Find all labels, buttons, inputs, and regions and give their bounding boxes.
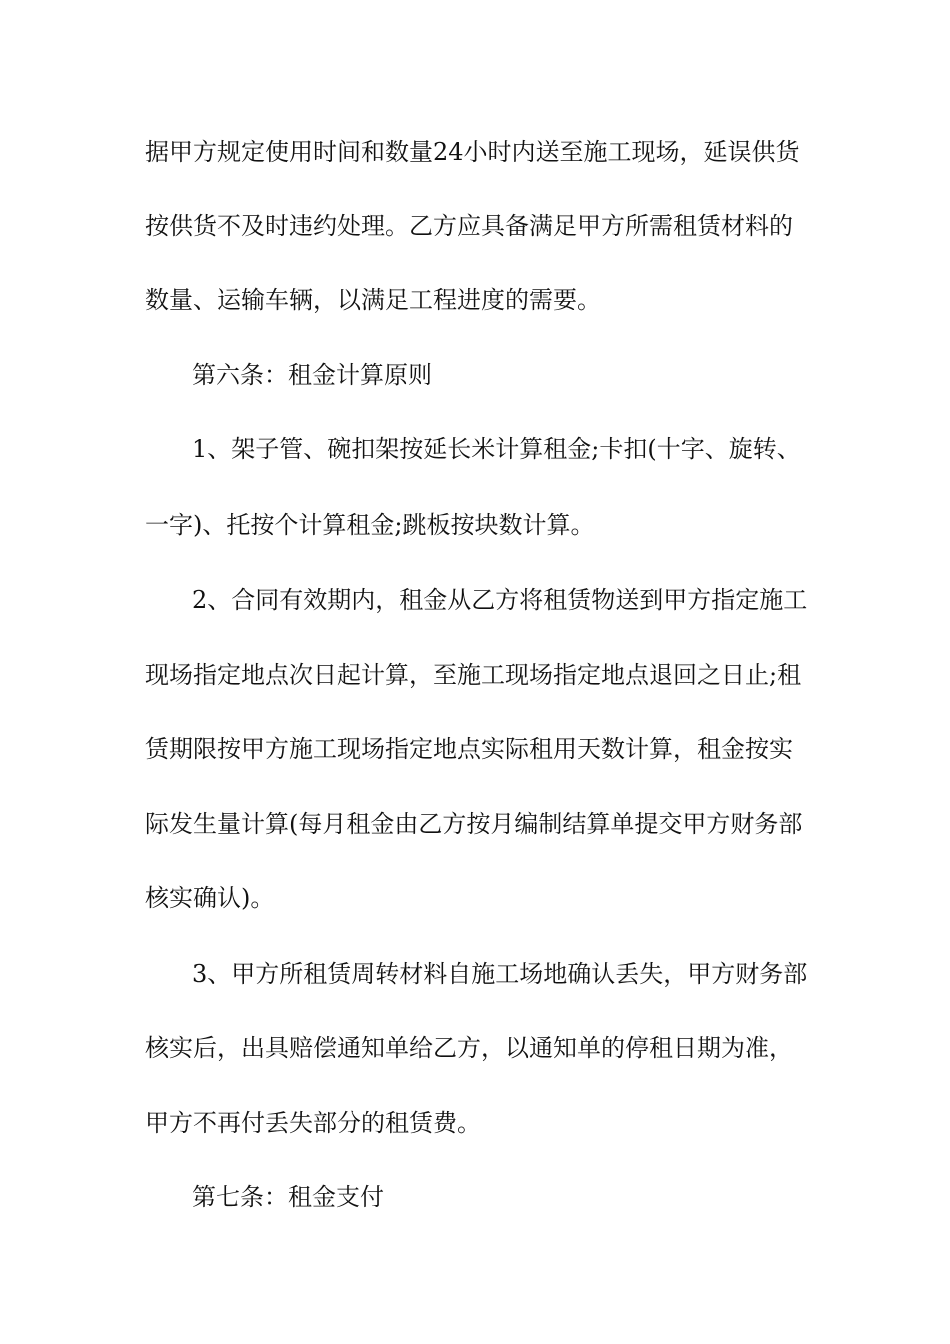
- text-line: [0, 729, 950, 769]
- text-line: [0, 132, 950, 172]
- section-heading-text: 第七条：租金支付: [192, 1183, 384, 1211]
- text-line: [0, 954, 950, 994]
- text-line: [0, 580, 950, 620]
- text-line: [0, 505, 950, 545]
- text-line: [0, 1028, 950, 1068]
- text-line-content: 1、架子管、碗扣架按延长米计算租金;卡扣(十字、旋转、: [192, 435, 801, 463]
- text-line: [0, 280, 950, 320]
- text-line: [0, 878, 950, 918]
- text-line-content: 据甲方规定使用时间和数量24小时内送至施工现场，延误供货: [145, 138, 800, 166]
- text-line-content: 核实后，出具赔偿通知单给乙方，以通知单的停租日期为准，: [145, 1034, 793, 1062]
- text-line: [0, 804, 950, 844]
- text-line-content: 现场指定地点次日起计算，至施工现场指定地点退回之日止;租: [145, 661, 802, 689]
- text-line-content: 一字)、托按个计算租金;跳板按块数计算。: [145, 511, 595, 539]
- text-line: [0, 655, 950, 695]
- text-line-content: 核实确认)。: [145, 884, 275, 912]
- text-line: [0, 429, 950, 469]
- section-heading: [0, 1177, 950, 1217]
- text-line-content: 赁期限按甲方施工现场指定地点实际租用天数计算，租金按实: [145, 735, 793, 763]
- text-line: [0, 1103, 950, 1143]
- text-line: [0, 206, 950, 246]
- section-heading-text: 第六条：租金计算原则: [192, 361, 432, 389]
- text-line-content: 3、甲方所租赁周转材料自施工场地确认丢失，甲方财务部: [192, 960, 808, 988]
- text-line-content: 际发生量计算(每月租金由乙方按月编制结算单提交甲方财务部: [145, 810, 803, 838]
- text-line-content: 按供货不及时违约处理。乙方应具备满足甲方所需租赁材料的: [145, 212, 793, 240]
- text-line-content: 2、合同有效期内，租金从乙方将租赁物送到甲方指定施工: [192, 586, 808, 614]
- text-line-content: 甲方不再付丢失部分的租赁费。: [145, 1109, 481, 1137]
- section-heading: [0, 355, 950, 395]
- text-line-content: 数量、运输车辆，以满足工程进度的需要。: [145, 286, 601, 314]
